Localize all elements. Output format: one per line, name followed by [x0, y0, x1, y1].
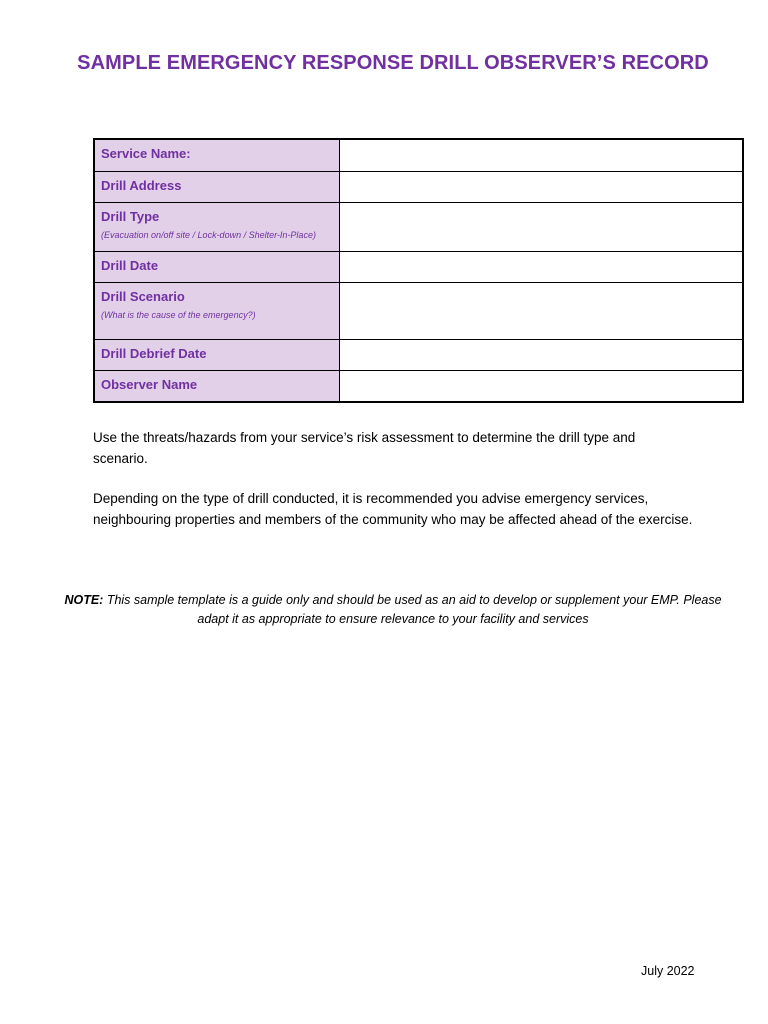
- form-row-drill-scenario: [94, 283, 743, 340]
- document-title: SAMPLE EMERGENCY RESPONSE DRILL OBSERVER’S RECORD: [77, 52, 709, 74]
- instruction-paragraph-risk-assessment: Use the threats/hazards from your service’s risk assessment to determine the drill type and scenario.: [93, 430, 636, 466]
- drill-debrief-date-label: Drill Debrief Date: [101, 346, 207, 361]
- drill-date-label: Drill Date: [101, 258, 159, 273]
- service-name-field[interactable]: [339, 139, 743, 172]
- form-row-service-name: [94, 139, 743, 172]
- drill-address-label-cell: [94, 172, 339, 203]
- form-row-drill-address: [94, 172, 743, 203]
- drill-type-field[interactable]: [339, 203, 743, 252]
- footer-date: July 2022: [641, 964, 695, 978]
- drill-scenario-label-cell: [94, 283, 339, 340]
- drill-record-form: [93, 138, 744, 403]
- form-row-observer-name: [94, 371, 743, 403]
- drill-scenario-label: Drill Scenario: [101, 289, 185, 304]
- service-name-label-cell: [94, 139, 339, 172]
- drill-type-label-cell: [94, 203, 339, 252]
- form-row-drill-type: [94, 203, 743, 252]
- observer-name-label-cell: [94, 371, 339, 403]
- instruction-paragraph-advise-services: Depending on the type of drill conducted, it is recommended you advise emergency services, neighbouring properties and members of the community who may be affected ahead of the exercise.: [93, 491, 693, 527]
- drill-debrief-date-label-cell: [94, 340, 339, 371]
- drill-date-field[interactable]: [339, 252, 743, 283]
- observer-name-field[interactable]: [339, 371, 743, 403]
- note-text: This sample template is a guide only and should be used as an aid to develop or supplement your EMP. Please adapt it as appropriate to ensure relevance to your facility and services: [103, 593, 722, 626]
- note-prefix: NOTE:: [64, 593, 104, 607]
- form-row-drill-date: [94, 252, 743, 283]
- drill-debrief-date-field[interactable]: [339, 340, 743, 371]
- drill-date-label-cell: [94, 252, 339, 283]
- drill-type-hint: (Evacuation on/off site / Lock-down / Shelter-In-Place): [101, 230, 316, 240]
- drill-address-label: Drill Address: [101, 178, 182, 193]
- service-name-label: Service Name:: [101, 146, 191, 161]
- drill-address-field[interactable]: [339, 172, 743, 203]
- template-note: [60, 591, 726, 629]
- drill-scenario-hint: (What is the cause of the emergency?): [101, 310, 256, 320]
- form-row-drill-debrief-date: [94, 340, 743, 371]
- observer-name-label: Observer Name: [101, 377, 198, 392]
- drill-type-label: Drill Type: [101, 209, 160, 224]
- drill-scenario-field[interactable]: [339, 283, 743, 340]
